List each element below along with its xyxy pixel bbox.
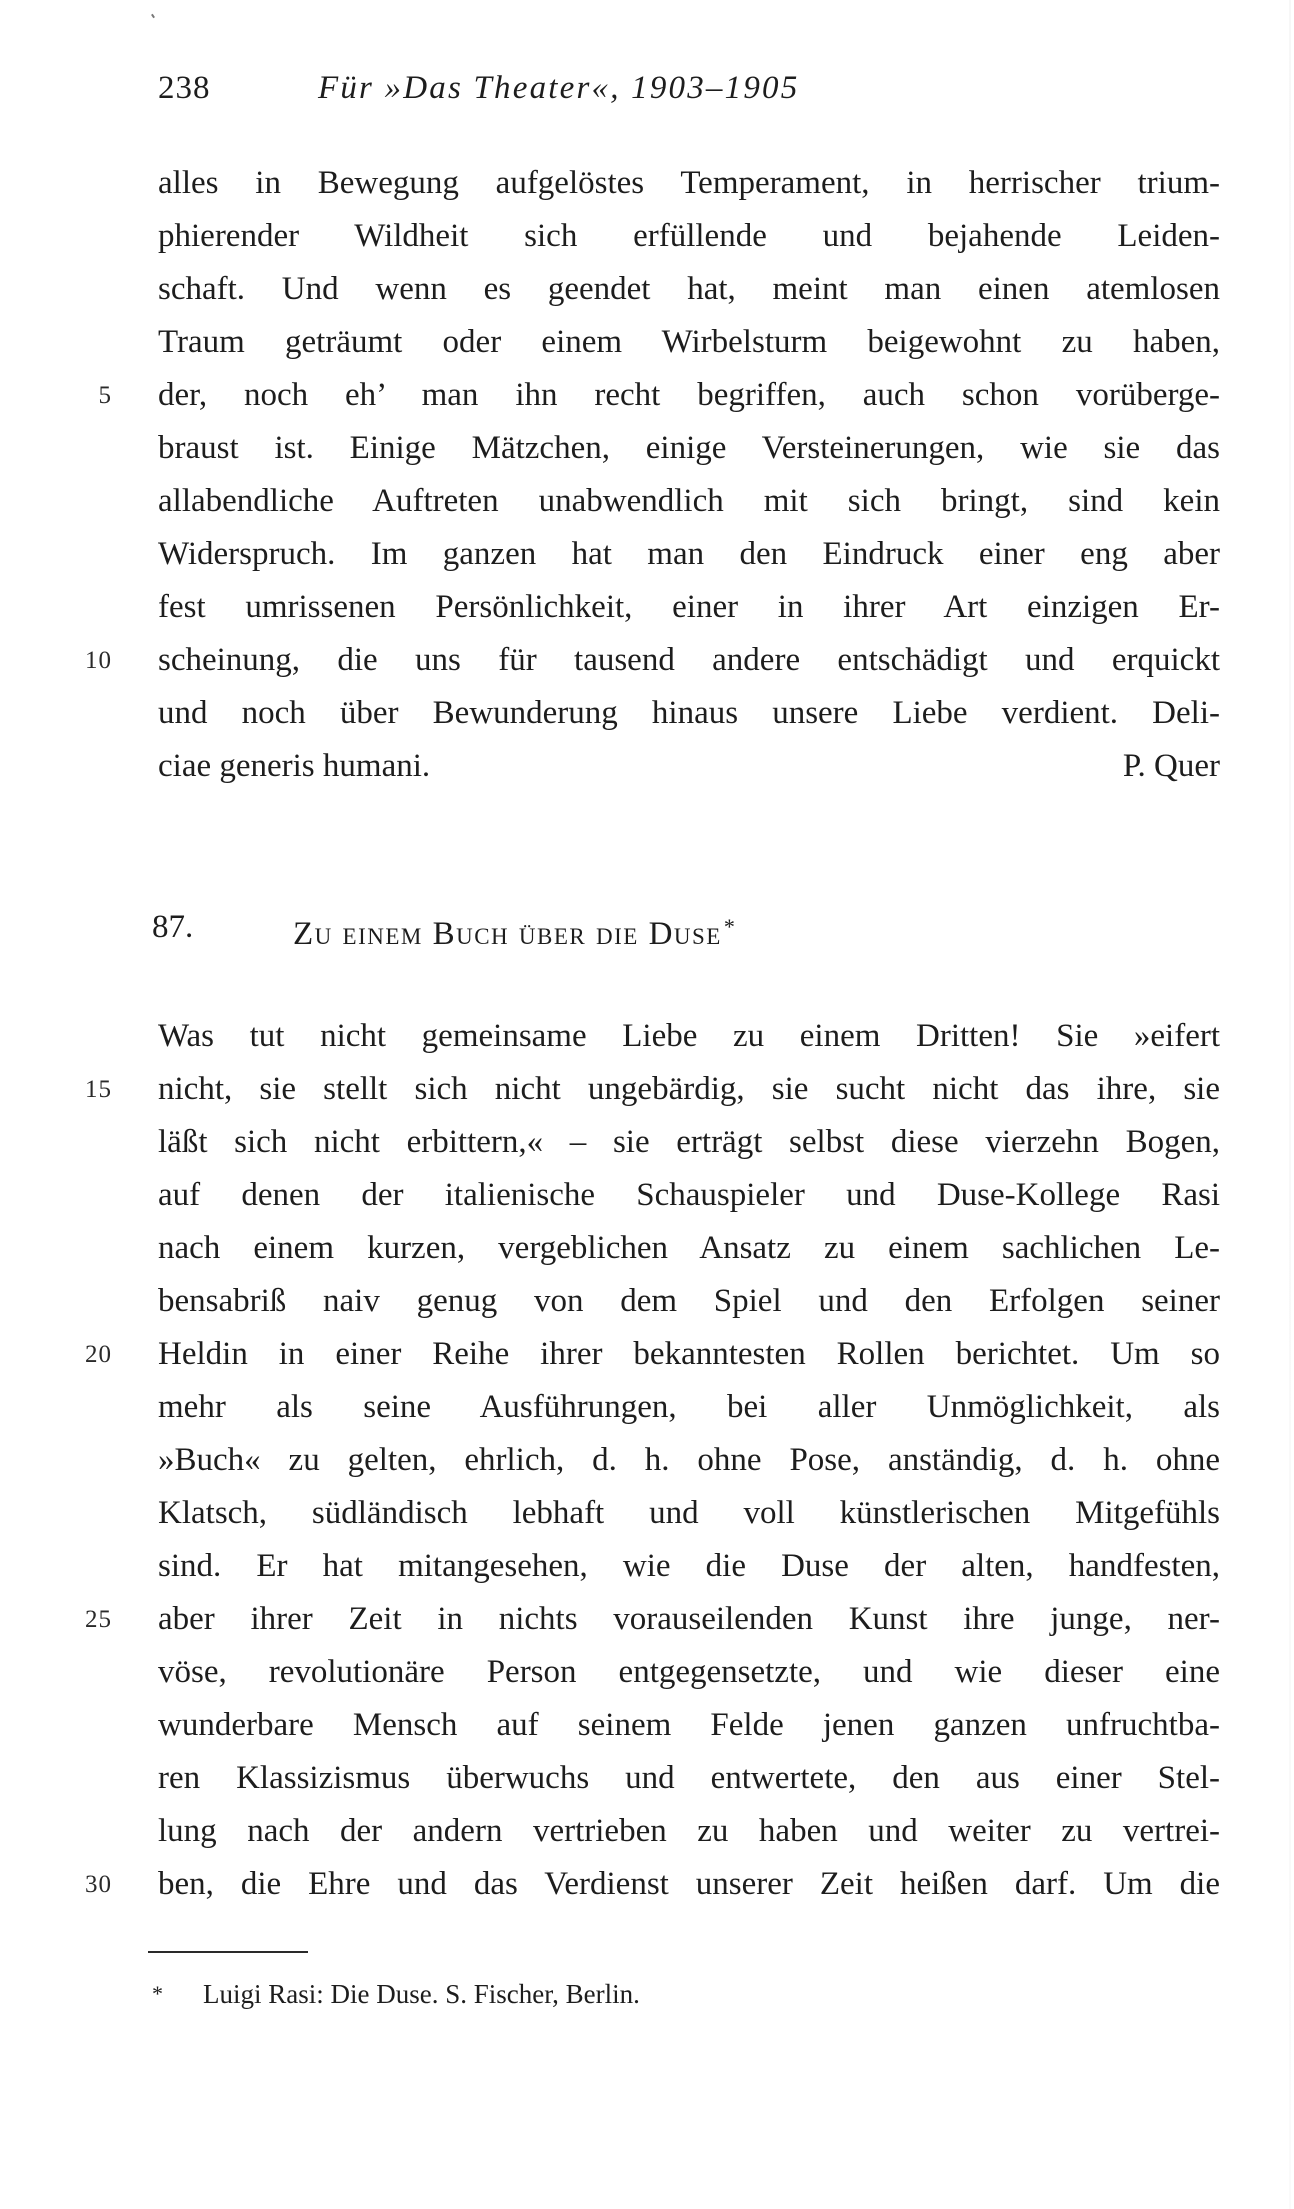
line-number: 15 xyxy=(85,1076,112,1103)
text-line: nach einem kurzen, vergeblichen Ansatz zu einem sachlichen Le- xyxy=(158,1230,1220,1266)
line-number: 5 xyxy=(98,382,112,409)
page-edge-shadow xyxy=(1289,0,1291,2209)
text-line: schaft. Und wenn es geendet hat, meint man einen atemlosen xyxy=(158,271,1220,307)
text-line: phierender Wildheit sich erfüllende und bejahende Leiden- xyxy=(158,218,1220,254)
line-number: 20 xyxy=(85,1341,112,1368)
running-title: Für »Das Theater«, 1903–1905 xyxy=(318,70,800,106)
line-number: 25 xyxy=(85,1606,112,1633)
text-line: fest umrissenen Persönlichkeit, einer in ihrer Art einzigen Er- xyxy=(158,589,1220,625)
author-signature: P. Quer xyxy=(1122,748,1220,784)
text-line: ben, die Ehre und das Verdienst unserer Zeit heißen darf. Um die xyxy=(158,1866,1220,1902)
text-line: lung nach der andern vertrieben zu haben und weiter zu vertrei- xyxy=(158,1813,1220,1849)
text-line: Heldin in einer Reihe ihrer bekanntesten Rollen berichtet. Um so xyxy=(158,1336,1220,1372)
text-line: aber ihrer Zeit in nichts vorauseilenden Kunst ihre junge, ner- xyxy=(158,1601,1220,1637)
footnote-asterisk-icon: * xyxy=(152,1981,163,2006)
text-line-with-signature xyxy=(158,740,1220,793)
section-number: 87. xyxy=(152,909,194,945)
text-line: Was tut nicht gemeinsame Liebe zu einem Dritten! Sie »eifert xyxy=(158,1018,1220,1054)
footnote-text: Luigi Rasi: Die Duse. S. Fischer, Berlin. xyxy=(203,1979,640,2009)
scan-speck xyxy=(151,14,155,18)
text-line: bensabriß naiv genug von dem Spiel und den Erfolgen seiner xyxy=(158,1283,1220,1319)
text-line: und noch über Bewunderung hinaus unsere Liebe verdient. Deli- xyxy=(158,695,1220,731)
text-line-end: ciae generis humani. xyxy=(158,748,431,784)
line-number: 10 xyxy=(85,647,112,674)
section-title: Zu einem Buch über die Duse xyxy=(293,916,722,952)
page-number: 238 xyxy=(158,70,211,106)
text-line: Widerspruch. Im ganzen hat man den Eindruck einer eng aber xyxy=(158,536,1220,572)
text-line: der, noch eh’ man ihn recht begriffen, auch schon vorüberge- xyxy=(158,377,1220,413)
text-line: braust ist. Einige Mätzchen, einige Versteinerungen, wie sie das xyxy=(158,430,1220,466)
text-line: nicht, sie stellt sich nicht ungebärdig, sie sucht nicht das ihre, sie xyxy=(158,1071,1220,1107)
text-line: läßt sich nicht erbittern,« – sie erträgt selbst diese vierzehn Bogen, xyxy=(158,1124,1220,1160)
text-line: auf denen der italienische Schauspieler und Duse-Kollege Rasi xyxy=(158,1177,1220,1213)
text-line: vöse, revolutionäre Person entgegensetzte, und wie dieser eine xyxy=(158,1654,1220,1690)
footnote-reference-mark[interactable]: * xyxy=(723,914,737,939)
section-title-wrap xyxy=(293,902,736,959)
text-line: Klatsch, südländisch lebhaft und voll künstlerischen Mitgefühls xyxy=(158,1495,1220,1531)
text-line: »Buch« zu gelten, ehrlich, d. h. ohne Pose, anständig, d. h. ohne xyxy=(158,1442,1220,1478)
text-line: sind. Er hat mitangesehen, wie die Duse der alten, handfesten, xyxy=(158,1548,1220,1584)
text-line: alles in Bewegung aufgelöstes Temperament, in herrischer trium- xyxy=(158,165,1220,201)
footnote-separator-rule xyxy=(148,1951,308,1953)
text-line: allabendliche Auftreten unabwendlich mit sich bringt, sind kein xyxy=(158,483,1220,519)
text-line: ren Klassizismus überwuchs und entwertete, den aus einer Stel- xyxy=(158,1760,1220,1796)
text-line: scheinung, die uns für tausend andere entschädigt und erquickt xyxy=(158,642,1220,678)
text-line: wunderbare Mensch auf seinem Felde jenen ganzen unfruchtba- xyxy=(158,1707,1220,1743)
text-line: mehr als seine Ausführungen, bei aller Unmöglichkeit, als xyxy=(158,1389,1220,1425)
text-line: Traum geträumt oder einem Wirbelsturm beigewohnt zu haben, xyxy=(158,324,1220,360)
line-number: 30 xyxy=(85,1871,112,1898)
